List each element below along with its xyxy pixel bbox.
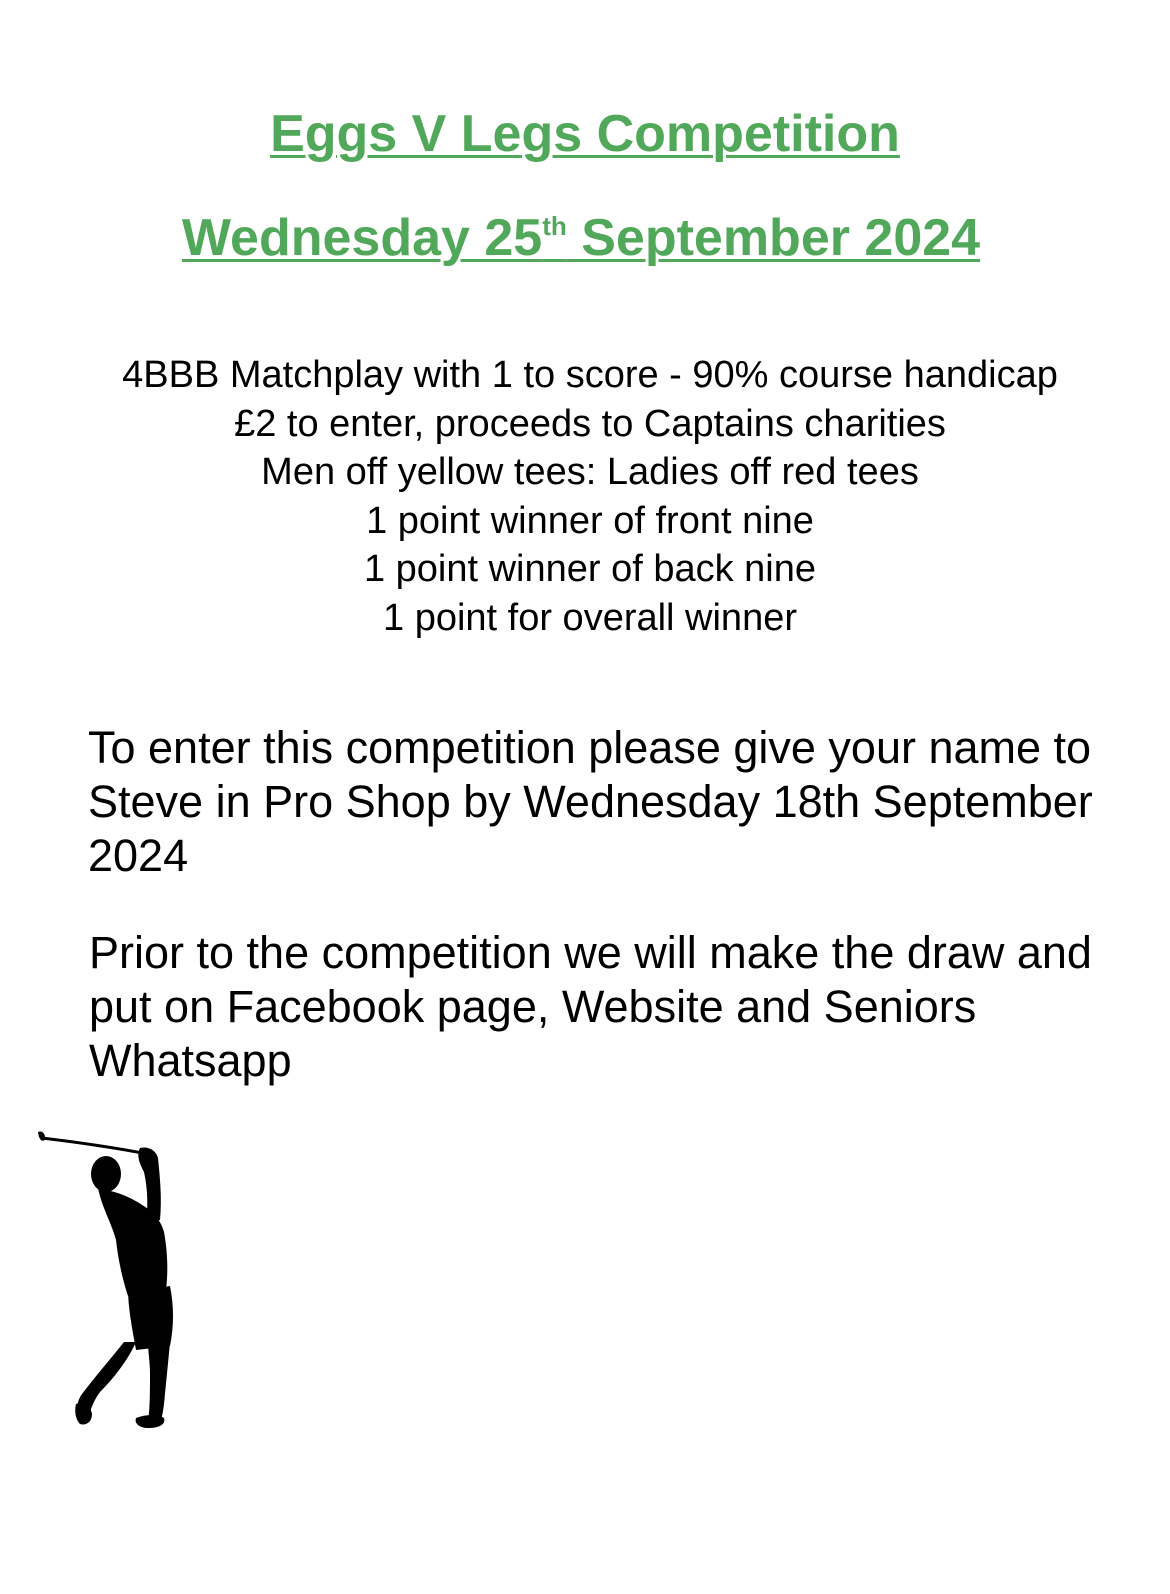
draw-information: Prior to the competition we will make the draw and put on Facebook page, Website and Seniors Whatsapp [89,927,1092,1086]
date-ordinal-suffix: th [542,211,567,241]
entry-instructions: To enter this competition please give your name to Steve in Pro Shop by Wednesday 18th September 2024 [88,722,1093,881]
detail-format: 4BBB Matchplay with 1 to score - 90% course handicap [122,354,1058,396]
detail-overall: 1 point for overall winner [383,596,797,639]
date-suffix: September 2024 [566,209,981,267]
competition-details [0,351,1170,642]
detail-front-nine: 1 point winner of front nine [366,499,814,542]
date-prefix: Wednesday 25 [181,209,543,267]
golfer-silhouette-icon [36,1128,176,1428]
detail-tees: Men off yellow tees: Ladies off red tees [261,451,919,493]
detail-back-nine: 1 point winner of back nine [363,548,817,590]
detail-entry-fee: £2 to enter, proceeds to Captains charities [234,402,946,445]
competition-date [0,207,1166,269]
competition-title: Eggs V Legs Competition [270,105,900,163]
